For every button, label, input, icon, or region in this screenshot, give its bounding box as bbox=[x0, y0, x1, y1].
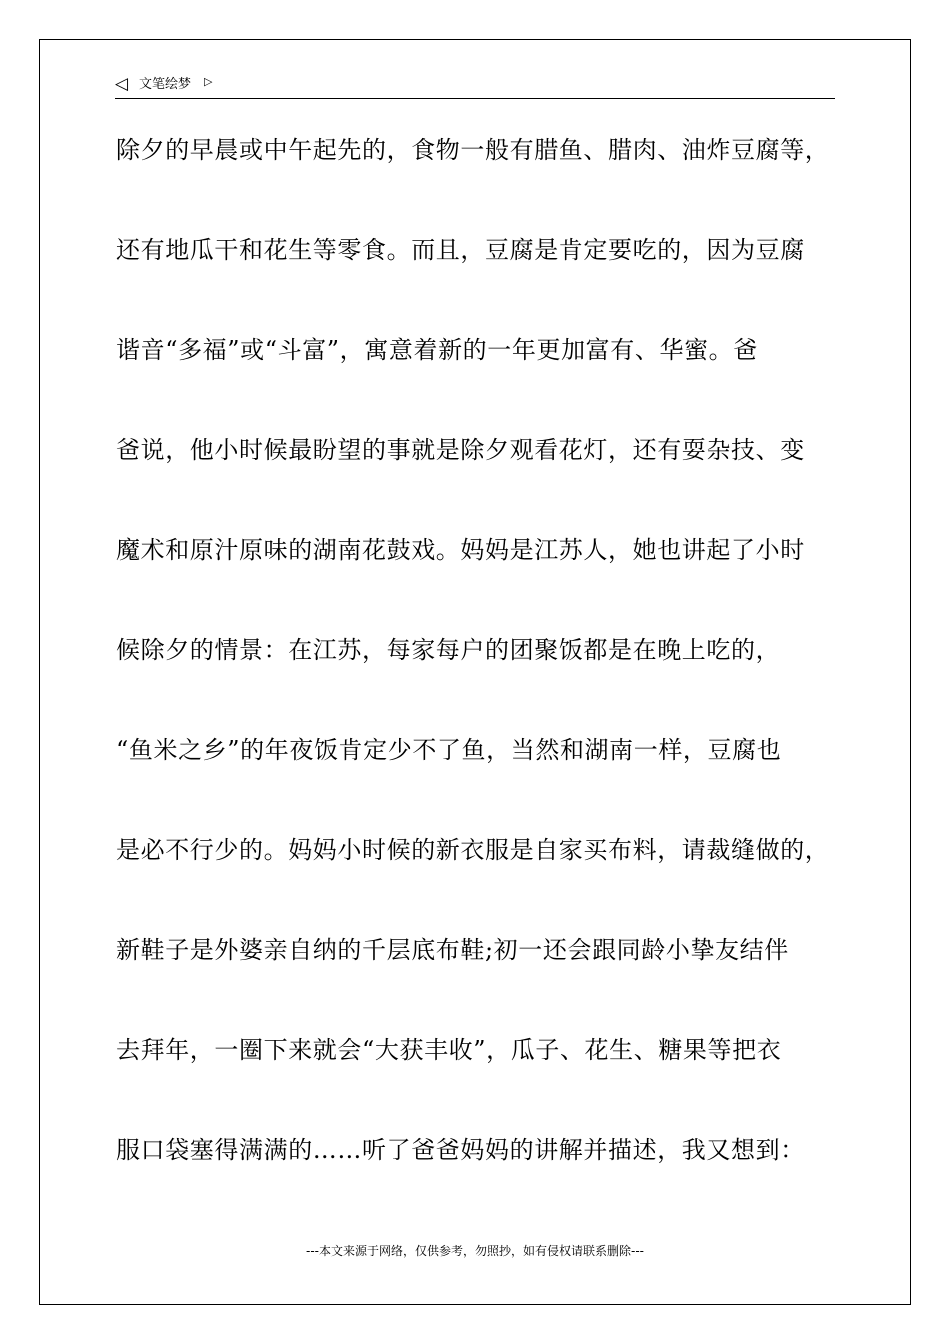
text-line: 爸说，他小时候最盼望的事就是除夕观看花灯，还有耍杂技、变 bbox=[116, 436, 805, 464]
triangle-left-icon: ◁ bbox=[115, 74, 129, 94]
page-header bbox=[115, 72, 835, 99]
header-title: 文笔绘梦 bbox=[139, 77, 192, 92]
text-line: 是必不行少的。妈妈小时候的新衣服是自家买布料，请裁缝做的， bbox=[116, 836, 830, 864]
text-line: 除夕的早晨或中午起先的，食物一般有腊鱼、腊肉、油炸豆腐等， bbox=[116, 136, 830, 164]
text-line: 魔术和原汁原味的湖南花鼓戏。妈妈是江苏人，她也讲起了小时 bbox=[116, 536, 805, 564]
text-line: 去拜年，一圈下来就会“大获丰收”，瓜子、花生、糖果等把衣 bbox=[116, 1036, 782, 1064]
document-body bbox=[116, 125, 876, 1225]
text-line: 谐音“多福”或“斗富”，寓意着新的一年更加富有、华蜜。爸 bbox=[116, 336, 758, 364]
triangle-right-icon: ▷ bbox=[204, 75, 213, 88]
text-line: 服口袋塞得满满的……听了爸爸妈妈的讲解并描述，我又想到： bbox=[116, 1136, 805, 1164]
text-line: 新鞋子是外婆亲自纳的千层底布鞋;初一还会跟同龄小挚友结伴 bbox=[116, 936, 789, 964]
page-footer: ---本文来源于网络，仅供参考，勿照抄，如有侵权请联系删除--- bbox=[306, 1244, 644, 1258]
text-line: 候除夕的情景：在江苏，每家每户的团聚饭都是在晚上吃的， bbox=[116, 636, 781, 664]
text-line: “鱼米之乡”的年夜饭肯定少不了鱼，当然和湖南一样，豆腐也 bbox=[116, 736, 782, 764]
text-line: 还有地瓜干和花生等零食。而且，豆腐是肯定要吃的，因为豆腐 bbox=[116, 236, 805, 264]
